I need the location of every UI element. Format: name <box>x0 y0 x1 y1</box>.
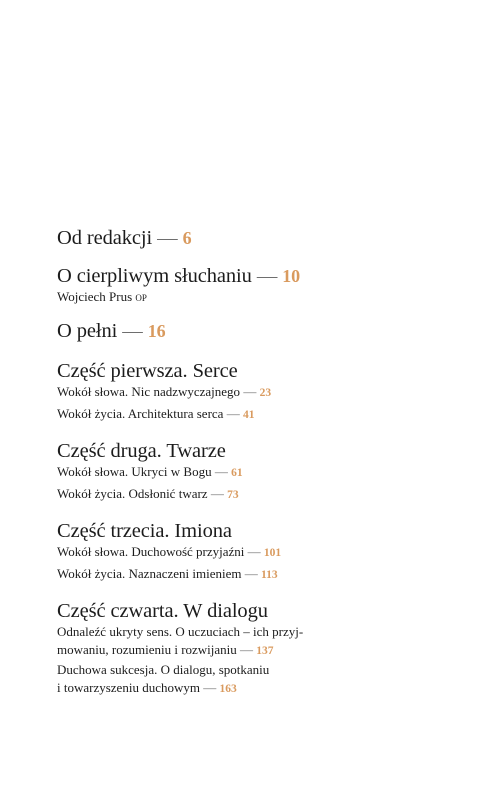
toc-item <box>57 405 477 425</box>
toc-page-number: 163 <box>219 683 237 695</box>
toc-item <box>57 463 477 483</box>
toc-page-number: 6 <box>182 228 192 248</box>
toc-page-number: 10 <box>282 266 301 286</box>
toc-item-text: mowaniu, rozumieniu i rozwijaniu <box>57 642 237 657</box>
toc-dash: — <box>247 543 261 559</box>
toc-entry-od-redakcji <box>57 226 477 250</box>
toc-dash: — <box>210 486 224 501</box>
toc-part-title: Część czwarta. W dialogu <box>57 599 268 622</box>
toc-page-number: 73 <box>227 489 239 501</box>
toc-item-text: Wokół słowa. Nic nadzwyczajnego <box>57 383 241 399</box>
toc-item <box>57 565 477 585</box>
toc-item-line: Duchowa sukcesja. O dialogu, spotkaniu <box>57 661 270 677</box>
toc-item-text: Wokół słowa. Duchowość przyjaźni <box>57 543 245 559</box>
toc-page-number: 101 <box>263 546 282 559</box>
toc-page-number: 41 <box>242 409 255 421</box>
toc-item-text: Wokół życia. Odsłonić twarz <box>57 486 208 501</box>
toc-dash: — <box>243 383 257 399</box>
toc-part-title: Część trzecia. Imiona <box>57 519 232 542</box>
toc-dash: — <box>256 265 278 287</box>
toc-heading <box>57 226 477 250</box>
toc-author-suffix: op <box>135 290 147 304</box>
toc-item <box>57 383 477 403</box>
toc-item <box>57 679 477 699</box>
toc-dash: — <box>157 227 178 249</box>
toc-heading <box>57 319 477 343</box>
toc-dash: — <box>122 319 143 342</box>
toc-page-number: 113 <box>260 569 278 581</box>
toc-heading <box>57 264 477 288</box>
toc-page-number: 23 <box>259 386 272 399</box>
toc-author-line <box>57 288 477 307</box>
toc-item-text: Wokół życia. Naznaczeni imieniem <box>57 566 242 581</box>
toc-author: Wojciech Prus <box>57 289 133 304</box>
toc-dash: — <box>240 642 254 657</box>
toc-dash: — <box>244 566 258 581</box>
toc-dash: — <box>203 680 217 695</box>
toc-part-title: Część druga. Twarze <box>57 439 226 462</box>
toc-page-number: 61 <box>231 466 243 479</box>
toc-item-text: Wokół słowa. Ukryci w Bogu <box>57 463 212 479</box>
toc-item-text: Wokół życia. Architektura serca <box>57 406 224 421</box>
toc-part-3 <box>57 519 477 585</box>
toc-page-number: 137 <box>256 645 274 657</box>
toc-dash: — <box>226 406 240 421</box>
toc-item <box>57 641 477 661</box>
toc-heading-title: O cierpliwym słuchaniu <box>57 265 252 287</box>
toc-item-line: Odnaleźć ukryty sens. O uczuciach – ich przyj- <box>57 623 304 639</box>
toc-entry-o-pelni <box>57 319 477 343</box>
toc-part-title: Część pierwsza. Serce <box>57 359 238 382</box>
table-of-contents <box>57 226 477 699</box>
toc-item-text: i towarzyszeniu duchowym <box>57 680 200 695</box>
toc-page-number: 16 <box>147 320 166 341</box>
toc-item <box>57 543 477 563</box>
toc-item <box>57 485 477 505</box>
toc-dash: — <box>214 463 228 479</box>
toc-heading-title: O pełni <box>57 319 118 342</box>
toc-entry-o-cierpliwym-sluchaniu <box>57 264 477 307</box>
toc-part-1 <box>57 359 477 425</box>
toc-part-2 <box>57 439 477 505</box>
toc-heading-title: Od redakcji <box>57 227 153 249</box>
toc-part-4 <box>57 599 477 699</box>
